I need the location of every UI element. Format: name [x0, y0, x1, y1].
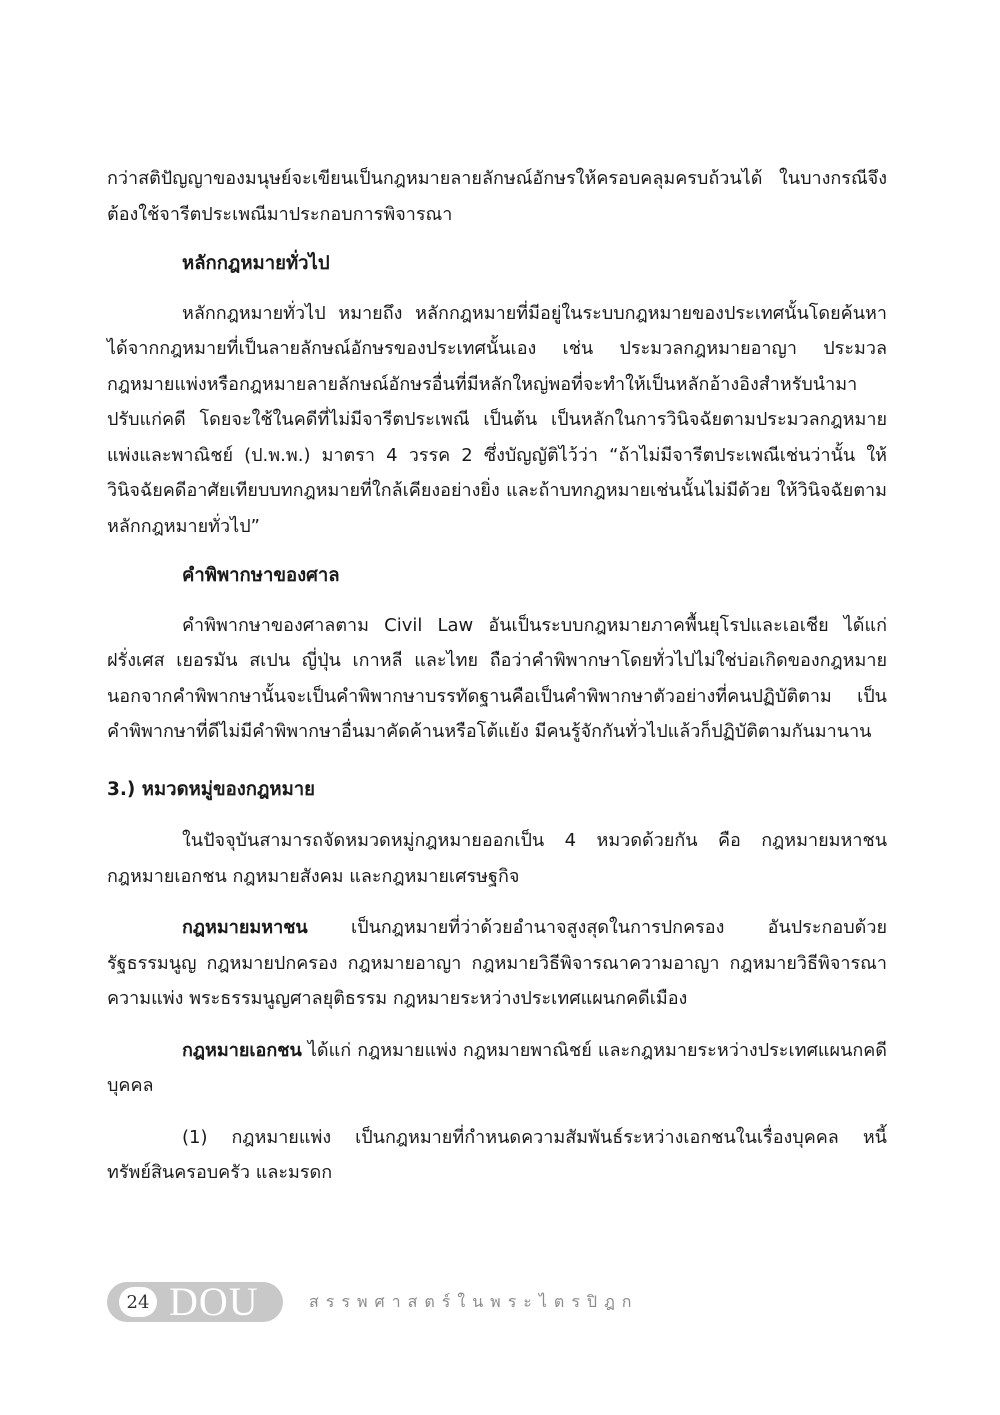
footer-badge [107, 1279, 283, 1324]
page-content [107, 161, 887, 1191]
public-law-paragraph [107, 910, 887, 1017]
civil-law-item-paragraph: (1) กฎหมายแพ่ง เป็นกฎหมายที่กำหนดความสัมพันธ์ระหว่างเอกชนในเรื่องบุคคล หนี้ ทรัพย์สินครอบครัว และมรดก [107, 1126, 887, 1183]
private-law-paragraph [107, 1033, 887, 1104]
court-judgments-paragraph: คำพิพากษาของศาลตาม Civil Law อันเป็นระบบกฎหมายภาคพื้นยุโรปและเอเชีย ได้แก่ ฝรั่งเศส เยอรมัน สเปน ญี่ปุ่น เกาหลี และไทย ถือว่าคำพิพากษาโดยทั่วไปไม่ใช่บ่อเกิดของกฎหมาย นอกจากคำพิพากษานั้นจะเป็นคำพิพากษาบรรทัดฐานคือเป็นคำพิพากษาตัวอย่างที่คนปฏิบัติตาม เป็นคำพิพากษาที่ดีไม่มีคำพิพากษาอื่นมาคัดค้านหรือโต้แย้ง มีคนรู้จักกันทั่วไปแล้วก็ปฏิบัติตามกันมานาน [107, 614, 887, 742]
general-principles-paragraph: หลักกฎหมายทั่วไป หมายถึง หลักกฎหมายที่มีอยู่ในระบบกฎหมายของประเทศนั้นโดยค้นหาได้จากกฎหมายที่เป็นลายลักษณ์อักษรของประเทศนั้นเอง เช่น ประมวลกฎหมายอาญา ประมวลกฎหมายแพ่งหรือกฎหมายลายลักษณ์อักษรอื่นที่มีหลักใหญ่พอที่จะทำให้เป็นหลักอ้างอิงสำหรับนำมาปรับแก่คดี โดยจะใช้ในคดีที่ไม่มีจารีตประเพณี เป็นต้น เป็นหลักในการวินิจฉัยตามประมวลกฎหมายแพ่งและพาณิชย์ (ป.พ.พ.) มาตรา 4 วรรค 2 ซึ่งบัญญัติไว้ว่า “ถ้าไม่มีจารีตประเพณีเช่นว่านั้น ให้วินิจฉัยคดีอาศัยเทียบบทกฎหมายที่ใกล้เคียงอย่างยิ่ง และถ้าบทกฎหมายเช่นนั้นไม่มีด้วย ให้วินิจฉัยตามหลักกฎหมายทั่วไป” [107, 302, 887, 537]
intro-paragraph: กว่าสติปัญญาของมนุษย์จะเขียนเป็นกฎหมายลายลักษณ์อักษรให้ครอบคลุมครบถ้วนได้ ในบางกรณีจึงต้องใช้จารีตประเพณีมาประกอบการพิจารณา [107, 168, 887, 225]
public-law-term: กฎหมายมหาชน [182, 917, 308, 938]
private-law-term: กฎหมายเอกชน [182, 1039, 302, 1061]
book-title: สรรพศาสตร์ในพระไตรปิฎก [309, 1291, 639, 1311]
heading-general-principles: หลักกฎหมายทั่วไป [182, 253, 330, 274]
private-law-text: ได้แก่ กฎหมายแพ่ง กฎหมายพาณิชย์ และกฎหมายระหว่างประเทศแผนกคดีบุคคล [107, 1039, 887, 1096]
dou-logo: DOU [169, 1279, 259, 1324]
heading-court-judgments: คำพิพากษาของศาล [182, 565, 340, 586]
heading-section-3: 3.) หมวดหมู่ของกฎหมาย [107, 778, 316, 800]
page-footer [107, 1279, 639, 1324]
section-3-paragraph: ในปัจจุบันสามารถจัดหมวดหมู่กฎหมายออกเป็น 4 หมวดด้วยกัน คือ กฎหมายมหาชน กฎหมายเอกชน กฎหมายสังคม และกฎหมายเศรษฐกิจ [107, 830, 887, 887]
public-law-text: เป็นกฎหมายที่ว่าด้วยอำนาจสูงสุดในการปกครอง อันประกอบด้วย รัฐธรรมนูญ กฎหมายปกครอง กฎหมายอาญา กฎหมายวิธีพิจารณาความอาญา กฎหมายวิธีพิจารณาความแพ่ง พระธรรมนูญศาลยุติธรรม กฎหมายระหว่างประเทศแผนกคดีเมือง [107, 917, 887, 1009]
page-number: 24 [119, 1287, 157, 1317]
